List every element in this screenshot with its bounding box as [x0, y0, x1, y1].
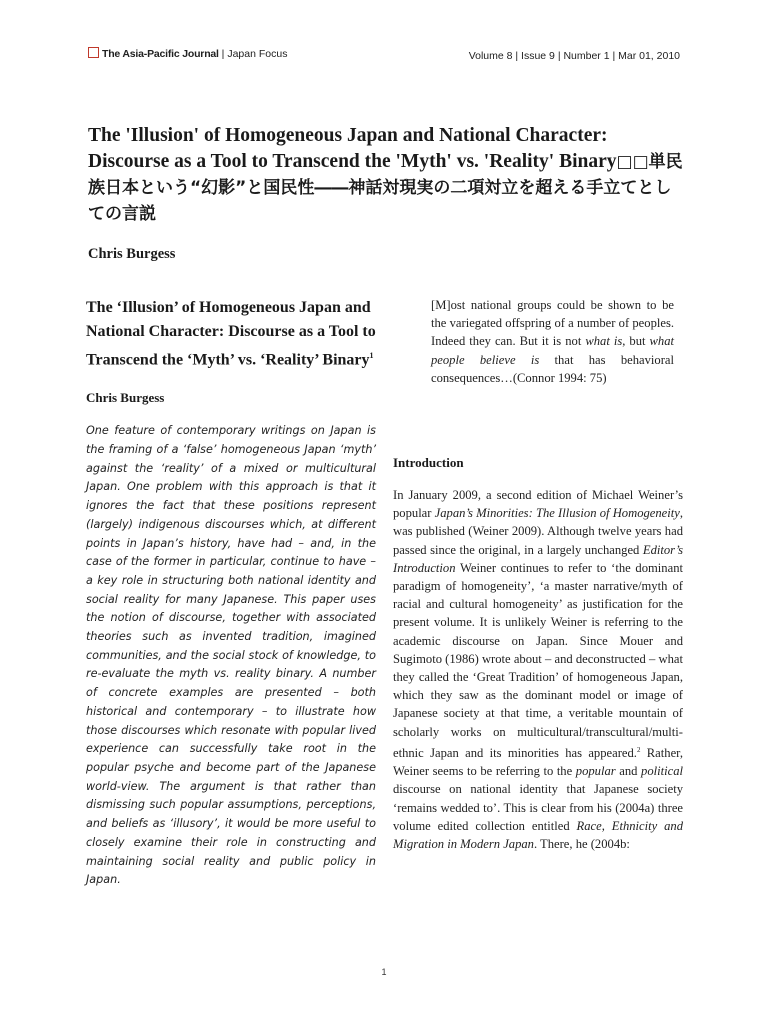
article-title-ja: □□単民族日本という“幻影”と国民性――神話対現実の二項対立を超える手立てとしての言説	[88, 152, 683, 224]
article-title	[88, 123, 688, 227]
epigraph-quote: [M]ost national groups could be shown to be the variegated offspring of a number of peoples. Indeed they can. But it is not what is, but what people believe is that has behavioral consequences…(Connor 1994: 75)	[431, 298, 674, 385]
left-column	[86, 296, 376, 901]
footnote-ref-1[interactable]: 1	[369, 351, 374, 360]
footnote-ref-2[interactable]: 2	[636, 745, 641, 754]
introduction-paragraph: In January 2009, a second edition of Michael Weiner’s popular Japan’s Minorities: The Illusion of Homogeneity, was published (Weiner 2009). Although twelve years had passed since the original, in a largely unchanged Editor’s Introduction Weiner continues to refer to ‘the dominant paradigm of homogeneity’, ‘a master narrative/myth of racial and cultural homogeneity’ as justification for the present volume. It is unlikely Weiner is referring to the academic discourse on Japan. Since Mouer and Sugimoto (1986) wrote about – and deconstructed – what they called the ‘Great Tradition’ of homogeneous Japan, which they saw as the dominant model or image of Japanese society at that time, a veritable mountain of scholarly works on multicultural/transcultural/multi-ethnic Japan and its minorities has appeared.$^2$ Rather, Weiner seems to be referring to the popular and political discourse on national identity that Japanese society ‘remains wedded to’. This is clear from his (2004a) three volume edited collection entitled Race, Ethnicity and Migration in Modern Japan. There, he (2004b:	[393, 488, 684, 852]
abstract: One feature of contemporary writings on Japan is the framing of a ‘false’ homogeneous Japan ‘myth’ against the ‘reality’ of a mixed or multicultural Japan. One problem with this approach is that it ignores the fact that these positions represent (largely) indigenous discourses which, at different points in Japan’s history, have had – and, in the case of the former in particular, continue to have – a key role in structuring both national identity and social reality for many Japanese. This paper uses the notion of discourse, together with associated theories such as invented tradition, imagined communities, and the social stock of knowledge, to re-evaluate the myth vs. reality binary. A number of concrete examples are presented – both historical and contemporary – to illustrate how those discourses which resonate with popular lived experience can successfully take root in the popular psyche and become part of the Japanese world-view. The argument is that rather than dismissing such popular assumptions, perceptions, and beliefs as ‘illusory’, it would be more useful to closely examine their role in constructing and maintaining social reality and public policy in Japan.	[86, 424, 376, 887]
journal-name: The Asia-Pacific Journal	[102, 48, 219, 60]
page-number: 1	[381, 967, 387, 977]
journal-section: Japan Focus	[227, 48, 288, 60]
article-title-en: The 'Illusion' of Homogeneous Japan and National Character: Discourse as a Tool to Transcend the 'Myth' vs. 'Reality' Binary	[88, 125, 617, 172]
journal-logo[interactable]: The Asia-Pacific Journal | Japan Focus	[88, 48, 287, 60]
issue-info: Volume 8 | Issue 9 | Number 1 | Mar 01, 2010	[468, 50, 680, 62]
article-subtitle: The ‘Illusion’ of Homogeneous Japan and National Character: Discourse as a Tool to Transcend the ‘Myth’ vs. ‘Reality’ Binary$^1$	[86, 299, 376, 369]
article-author: Chris Burgess	[88, 246, 176, 262]
page-header	[88, 48, 680, 68]
subtitle-author: Chris Burgess	[86, 390, 165, 406]
section-heading-introduction: Introduction	[393, 455, 464, 470]
journal-logo-icon	[88, 47, 99, 58]
